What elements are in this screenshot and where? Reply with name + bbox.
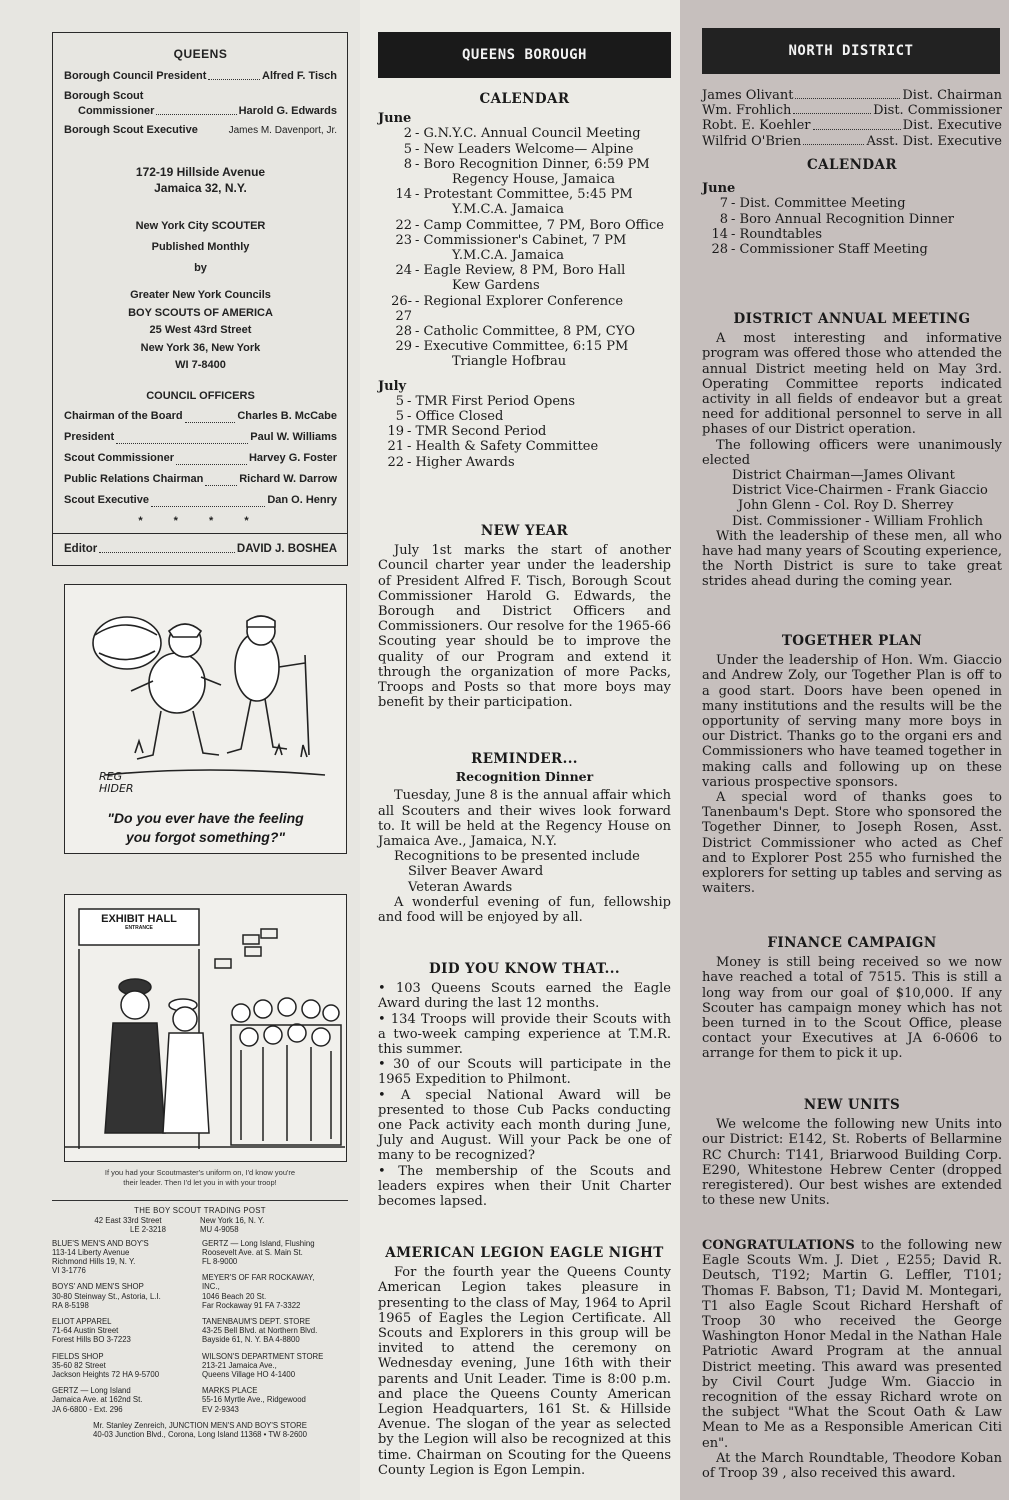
trading-post-header: 42 East 33rd Street LE 2-3218 New York 16, N. Y. MU 4-9058 (94, 1216, 265, 1235)
calendar-event (702, 196, 1002, 211)
legion-title: AMERICAN LEGION EAGLE NIGHT (385, 1245, 664, 1261)
july-events (378, 394, 671, 470)
june-events (378, 126, 671, 369)
calendar-event (378, 409, 671, 424)
reminder-closing: A wonderful evening of fun, fellowship and food will be enjoyed by all. (378, 894, 671, 926)
council-address: Greater New York Councils BOY SCOUTS OF AMERICA 25 West 43rd Street New York 36, New York WI 7-8400 (128, 289, 273, 371)
event-date: 5 (403, 141, 412, 157)
event-text: - Boro Annual Recognition Dinner (731, 211, 955, 227)
trading-post-title: THE BOY SCOUT TRADING POST (134, 1206, 266, 1215)
event-date: 28 (711, 242, 728, 258)
calendar-event (378, 278, 671, 293)
store-entry: MEYER'S OF FAR ROCKAWAY, INC., 1046 Beach 20 St. Far Rockaway 91 FA 7-3322 (202, 1273, 315, 1310)
store-entry: BOYS' AND MEN'S SHOP 30-80 Steinway St., Astoria, L.I. RA 8-5198 (52, 1282, 161, 1310)
district-calendar (702, 158, 1002, 257)
masthead-box (52, 32, 348, 566)
event-date: 21 (387, 439, 404, 455)
officer-line: Public Relations Chairman Richard W. Darrow (64, 469, 337, 490)
event-date: 29 (395, 339, 412, 355)
event-text: - Roundtables (731, 226, 823, 242)
calendar-event (702, 227, 1002, 242)
calendar-event (378, 294, 671, 324)
hiking-scouts-cartoon (64, 584, 347, 854)
award-item: Silver Beaver Award (408, 864, 544, 880)
queens-borough-header: QUEENS BOROUGH (378, 32, 671, 78)
legion-section (378, 1246, 671, 1478)
officer-line: President Paul W. Williams (64, 427, 337, 448)
event-text: - Boro Recognition Dinner, 6:59 PM (415, 156, 650, 172)
calendar-event (378, 172, 671, 187)
event-date: 24 (395, 263, 412, 279)
calendar-event (702, 212, 1002, 227)
divider (52, 1200, 348, 1201)
did-you-know-section (378, 962, 671, 1209)
store-entry: FIELDS SHOP 35-60 82 Street Jackson Heights 72 HA 9-5700 (52, 1351, 160, 1380)
officer-line: Scout Executive Dan O. Henry (64, 490, 337, 511)
event-date: 8 (403, 156, 412, 172)
store-entry: GERTZ — Long Island Jamaica Ave. at 162nd St. JA 6-6800 - Ext. 296 (52, 1386, 143, 1414)
july-label: July (378, 378, 407, 394)
congratulations-text: At the March Roundtable, Theodore Koban of Troop 39 , also received this award. (702, 1450, 1002, 1482)
store-entry: WILSON'S DEPARTMENT STORE 213-21 Jamaica Ave., Queens Village HO 4-1400 (202, 1351, 324, 1380)
calendar-event (378, 248, 671, 263)
event-date: 5 (395, 393, 404, 409)
calendar-event (378, 218, 671, 233)
calendar-event (378, 202, 671, 217)
congratulations-section (702, 1238, 1002, 1481)
editor-line: Editor DAVID J. BOSHEA (53, 533, 347, 557)
borough-address: 172-19 Hillside Avenue Jamaica 32, N.Y. (135, 165, 266, 195)
fact-item: • The membership of the Scouts and leaders expires when their Unit Charter becomes lapsed. (378, 1163, 671, 1210)
event-text: - Higher Awards (407, 454, 515, 470)
fact-item: • 103 Queens Scouts earned the Eagle Award during the last 12 months. (378, 981, 671, 1012)
event-text: - Catholic Committee, 8 PM, CYO (415, 324, 635, 340)
event-date: 7 (719, 196, 728, 212)
publication-info: New York City SCOUTER Published Monthly by (135, 220, 266, 274)
legion-text: For the fourth year the Queens County American Legion takes pleasure in presenting to the class of May, 1964 to April 1965 of Eagles the Legion Certificate. All Scouts and Explorers in this group will be invited to attend the ceremony on Wednesday evening, June 16th with their parents and Unit Leader. Time is 8:00 p.m. and place the Queens County American Legion Headquarters, 161 St. & Hillside Avenue. The slogan of the year as selected by the Legion will also be recognized at this time. Chairman on Scouting for the Queens County Legion is Egon Lempin. (378, 1265, 671, 1478)
event-text: Y.M.C.A. Jamaica (452, 248, 564, 264)
event-date: 22 (395, 217, 412, 233)
calendar-event (378, 187, 671, 202)
scout-commissioner-role-1: Borough Scout (64, 90, 144, 102)
annual-meeting-text: A most interesting and informative program was offered those who attended the annual District meeting held on May 3rd. Operating Committee reports indicated activity in all fields of endeavor but a great need for additional personnel to serve in all phases of our District operation. (702, 331, 1002, 438)
event-text: Y.M.C.A. Jamaica (452, 202, 564, 218)
exhibit-hall-sign: EXHIBIT HALL ENTRANCE (101, 913, 177, 931)
roster-row: Robt. E. Koehler Dist. Executive (702, 118, 1002, 134)
calendar-event (378, 126, 671, 141)
exhibit-hall-caption: If you had your Scoutmaster's uniform on, I'd know you're their leader. Then I'd let you in with your troop! (104, 1168, 296, 1187)
elected-officer: Dist. Commissioner - William Frohlich (732, 513, 983, 529)
store-list (52, 1239, 348, 1421)
officer-line: Scout Commissioner Harvey G. Foster (64, 448, 337, 469)
elected-officer: District Vice-Chairmen - Frank Giaccio (732, 483, 988, 499)
district-june-events (702, 196, 1002, 257)
event-text: - TMR Second Period (407, 424, 547, 440)
event-text: - Protestant Committee, 5:45 PM (415, 187, 633, 203)
event-text: - Health & Safety Committee (407, 439, 599, 455)
finance-campaign-text: Money is still being received so we now have reached a total of 7515. This is still a long way from our goal of $10,000. If any Scouter has campaign money which has not been turned in to the Scout Office, please contact your Executives at JA 6-0606 to arrange for them to pick it up. (702, 955, 1002, 1062)
council-officers (64, 387, 337, 511)
event-date (378, 278, 412, 293)
reminder-title: REMINDER... (471, 751, 578, 767)
borough-calendar (378, 92, 671, 470)
trading-post-directory (52, 1206, 348, 1439)
calendar-title: CALENDAR (479, 91, 570, 107)
scout-commissioner-line: Commissioner Harold G. Edwards (78, 105, 337, 117)
new-year-section (378, 524, 671, 710)
event-date: 28 (395, 324, 412, 340)
award-item: Veteran Awards (408, 879, 513, 895)
together-plan-text: A special word of thanks goes to Tanenbaum's Dept. Store who sponsored the Together Dinner, to Joseph Rosen, Asst. District Commissioner who acted as Chef and to Explorer Post 255 who furnished the explorers for setting up tables and serving as waiters. (702, 790, 1002, 897)
artist-signature: REG HIDER (99, 770, 134, 795)
officers-title: COUNCIL OFFICERS (146, 389, 255, 402)
event-text: - Dist. Committee Meeting (731, 196, 906, 212)
exhibit-hall-illustration (65, 895, 345, 1160)
calendar-event (378, 439, 671, 454)
event-text: - Office Closed (407, 409, 504, 425)
store-entry: ELIOT APPAREL 71-64 Austin Street Forest Hills BO 3-7223 (52, 1317, 131, 1345)
reminder-section (378, 752, 671, 925)
district-june-label: June (702, 181, 736, 197)
event-date: 2 (403, 126, 412, 142)
calendar-event (378, 157, 671, 172)
roster-row: James Olivant Dist. Chairman (702, 88, 1002, 103)
event-date (378, 248, 412, 263)
event-date: 5 (395, 409, 404, 425)
calendar-event (378, 263, 671, 278)
store-entry: BLUE'S MEN'S AND BOY'S 113-14 Liberty Avenue Richmond Hills 19, N. Y. VI 3-1776 (52, 1238, 149, 1276)
fact-item: • 134 Troops will provide their Scouts with a two-week camping experience at T.M.R. this summer. (378, 1011, 671, 1058)
event-text: - G.N.Y.C. Annual Council Meeting (415, 126, 641, 142)
together-plan-section (702, 634, 1002, 896)
cartoon-caption: "Do you ever have the feeling you forgot something?" (107, 810, 304, 845)
north-district-header: NORTH DISTRICT (702, 28, 1000, 74)
finance-campaign-title: FINANCE CAMPAIGN (767, 935, 937, 951)
event-text: - Executive Committee, 6:15 PM (415, 339, 629, 355)
scout-executive-line: Borough Scout Executive James M. Davenport, Jr. (64, 124, 337, 136)
event-text: Kew Gardens (452, 278, 540, 294)
store-entry: MARKS PLACE 55-16 Myrtle Ave., Ridgewood EV 2-9343 (202, 1386, 306, 1414)
event-date (378, 202, 412, 217)
did-you-know-title: DID YOU KNOW THAT... (429, 961, 620, 977)
together-plan-title: TOGETHER PLAN (781, 633, 923, 649)
event-date: 14 (711, 226, 728, 242)
event-text: - Eagle Review, 8 PM, Boro Hall (415, 263, 626, 279)
store-entry: GERTZ — Long Island, Flushing Roosevelt Ave. at S. Main St. FL 8-9000 (202, 1238, 315, 1267)
event-text: - TMR First Period Opens (407, 393, 576, 409)
event-text: Regency House, Jamaica (452, 172, 616, 188)
new-units-section (702, 1098, 1002, 1208)
finance-campaign-section (702, 936, 1002, 1062)
event-date (378, 354, 412, 369)
district-roster (702, 88, 1002, 149)
fact-item: • A special National Award will be presented to those Cub Packs conducting one Pack activity each month during June, July and August. Will your Pack be one of many to be recognized? (378, 1087, 671, 1164)
calendar-event (378, 354, 671, 369)
event-date: 22 (387, 454, 404, 470)
trading-post-footer: Mr. Stanley Zenreich, JUNCTION MEN'S AND BOY'S STORE 40-03 Junction Blvd., Corona, Long Island 11368 • TW 8-2600 (93, 1420, 307, 1440)
store-entry: TANENBAUM'S DEPT. STORE 43-25 Bell Blvd. at Northern Blvd. Bayside 61, N. Y. BA 4-8800 (202, 1317, 318, 1345)
elected-officer: District Chairman—James Olivant (732, 468, 955, 484)
fact-item: • 30 of our Scouts will participate in the 1965 Expedition to Philmont. (378, 1057, 671, 1088)
roster-row: Wm. Frohlich Dist. Commissioner (702, 103, 1002, 119)
annual-meeting-text: The following officers were unanimously elected (702, 437, 1002, 468)
officer-line: Chairman of the Board Charles B. McCabe (64, 406, 337, 427)
district-calendar-title: CALENDAR (807, 157, 897, 173)
calendar-event (378, 455, 671, 470)
calendar-event (378, 424, 671, 439)
annual-meeting-title: DISTRICT ANNUAL MEETING (733, 311, 971, 327)
store-list-right (202, 1239, 348, 1421)
new-year-text: July 1st marks the start of another Council charter year under the leadership of President Alfred F. Tisch, Borough Scout Commissioner Harold G. Edwards, the Borough and District Officers and Commissioners. Our resolve for the 1965-66 Scouting year should be to improve the quality of our Program and extend it through the organization of more Packs, Troops and Posts so that more boys may benefit by their participation. (378, 543, 671, 711)
stars-divider: * * * * (138, 514, 263, 527)
new-units-text: We welcome the following new Units into our District: E142, St. Roberts of Bellarmine RC Church: T141, Briarwood Building Corp. E290, Whitestone Hebrew Center (dropped reregistered). Our best wishes are extended to these new Units. (702, 1117, 1002, 1209)
event-date: 23 (395, 232, 412, 248)
event-date: 14 (395, 187, 412, 203)
calendar-event (378, 339, 671, 354)
store-list-left (52, 1239, 202, 1421)
together-plan-text: Under the leadership of Hon. Wm. Giaccio and Andrew Zoly, our Together Plan is off to a good start. Doors have been opened in many institutions and the results will be the opportunity of serving many more boys in our District. Thanks go to the organi ers and Commissioners who have teamed together in making calls and following up on these various prospective sponsors. (702, 653, 1002, 790)
calendar-event (378, 324, 671, 339)
calendar-event (702, 242, 1002, 257)
event-date: 8 (719, 211, 728, 227)
recognitions-line: Recognitions to be presented include (394, 849, 640, 865)
event-text: - Commissioner's Cabinet, 7 PM (415, 232, 627, 248)
event-text: - Commissioner Staff Meeting (731, 242, 928, 258)
exhibit-hall-cartoon (64, 894, 347, 1162)
annual-meeting-section (702, 312, 1002, 590)
congratulations-text: CONGRATULATIONS to the following new Eagle Scouts Wm. J. Diet , E255; David R. Deutsch, T192; Martin G. Leffler, T101; Thomas F. Babson, T1; David M. Montegari, T1 also Eagle Scout Richard Hershaft of Troop 30 who received the George Washington Honor Medal in the Nathan Hale Patriotic Award Program at the annual District meeting. This award was presented by Civil Court Judge Wm. Giaccio in recognition of the essay Richard wrote on the subject "What the Scout Oath & Law Mean to Me as a Responsible American Citi en". (702, 1238, 1002, 1451)
calendar-event (378, 142, 671, 157)
event-text: Triangle Hofbrau (452, 354, 567, 370)
event-text: - Camp Committee, 7 PM, Boro Office (415, 217, 664, 233)
event-text: - Regional Explorer Conference (415, 293, 624, 309)
event-text: - New Leaders Welcome— Alpine (415, 141, 634, 157)
reminder-subtitle: Recognition Dinner (455, 769, 594, 785)
council-president-line: Borough Council President Alfred F. Tisch (64, 70, 337, 82)
june-label: June (378, 111, 412, 127)
elected-officer: John Glenn - Col. Roy D. Sherrey (738, 498, 954, 514)
masthead-title: QUEENS (173, 47, 228, 61)
new-year-title: NEW YEAR (480, 523, 569, 539)
calendar-event (378, 394, 671, 409)
reminder-text: Tuesday, June 8 is the annual affair which all Scouters and their wives look forward to. It will be held at the Regency House on Jamaica Ave., Jamaica, N.Y. (378, 788, 671, 850)
annual-meeting-text: With the leadership of these men, all who have had many years of Scouting experience, the North District is sure to take great strides ahead during the coming year. (702, 528, 1002, 590)
event-date: 19 (387, 424, 404, 440)
event-date (378, 172, 412, 187)
calendar-event (378, 233, 671, 248)
event-date: 26-27 (391, 293, 412, 324)
new-units-title: NEW UNITS (803, 1097, 901, 1113)
roster-row: Wilfrid O'Brien Asst. Dist. Executive (702, 133, 1002, 149)
